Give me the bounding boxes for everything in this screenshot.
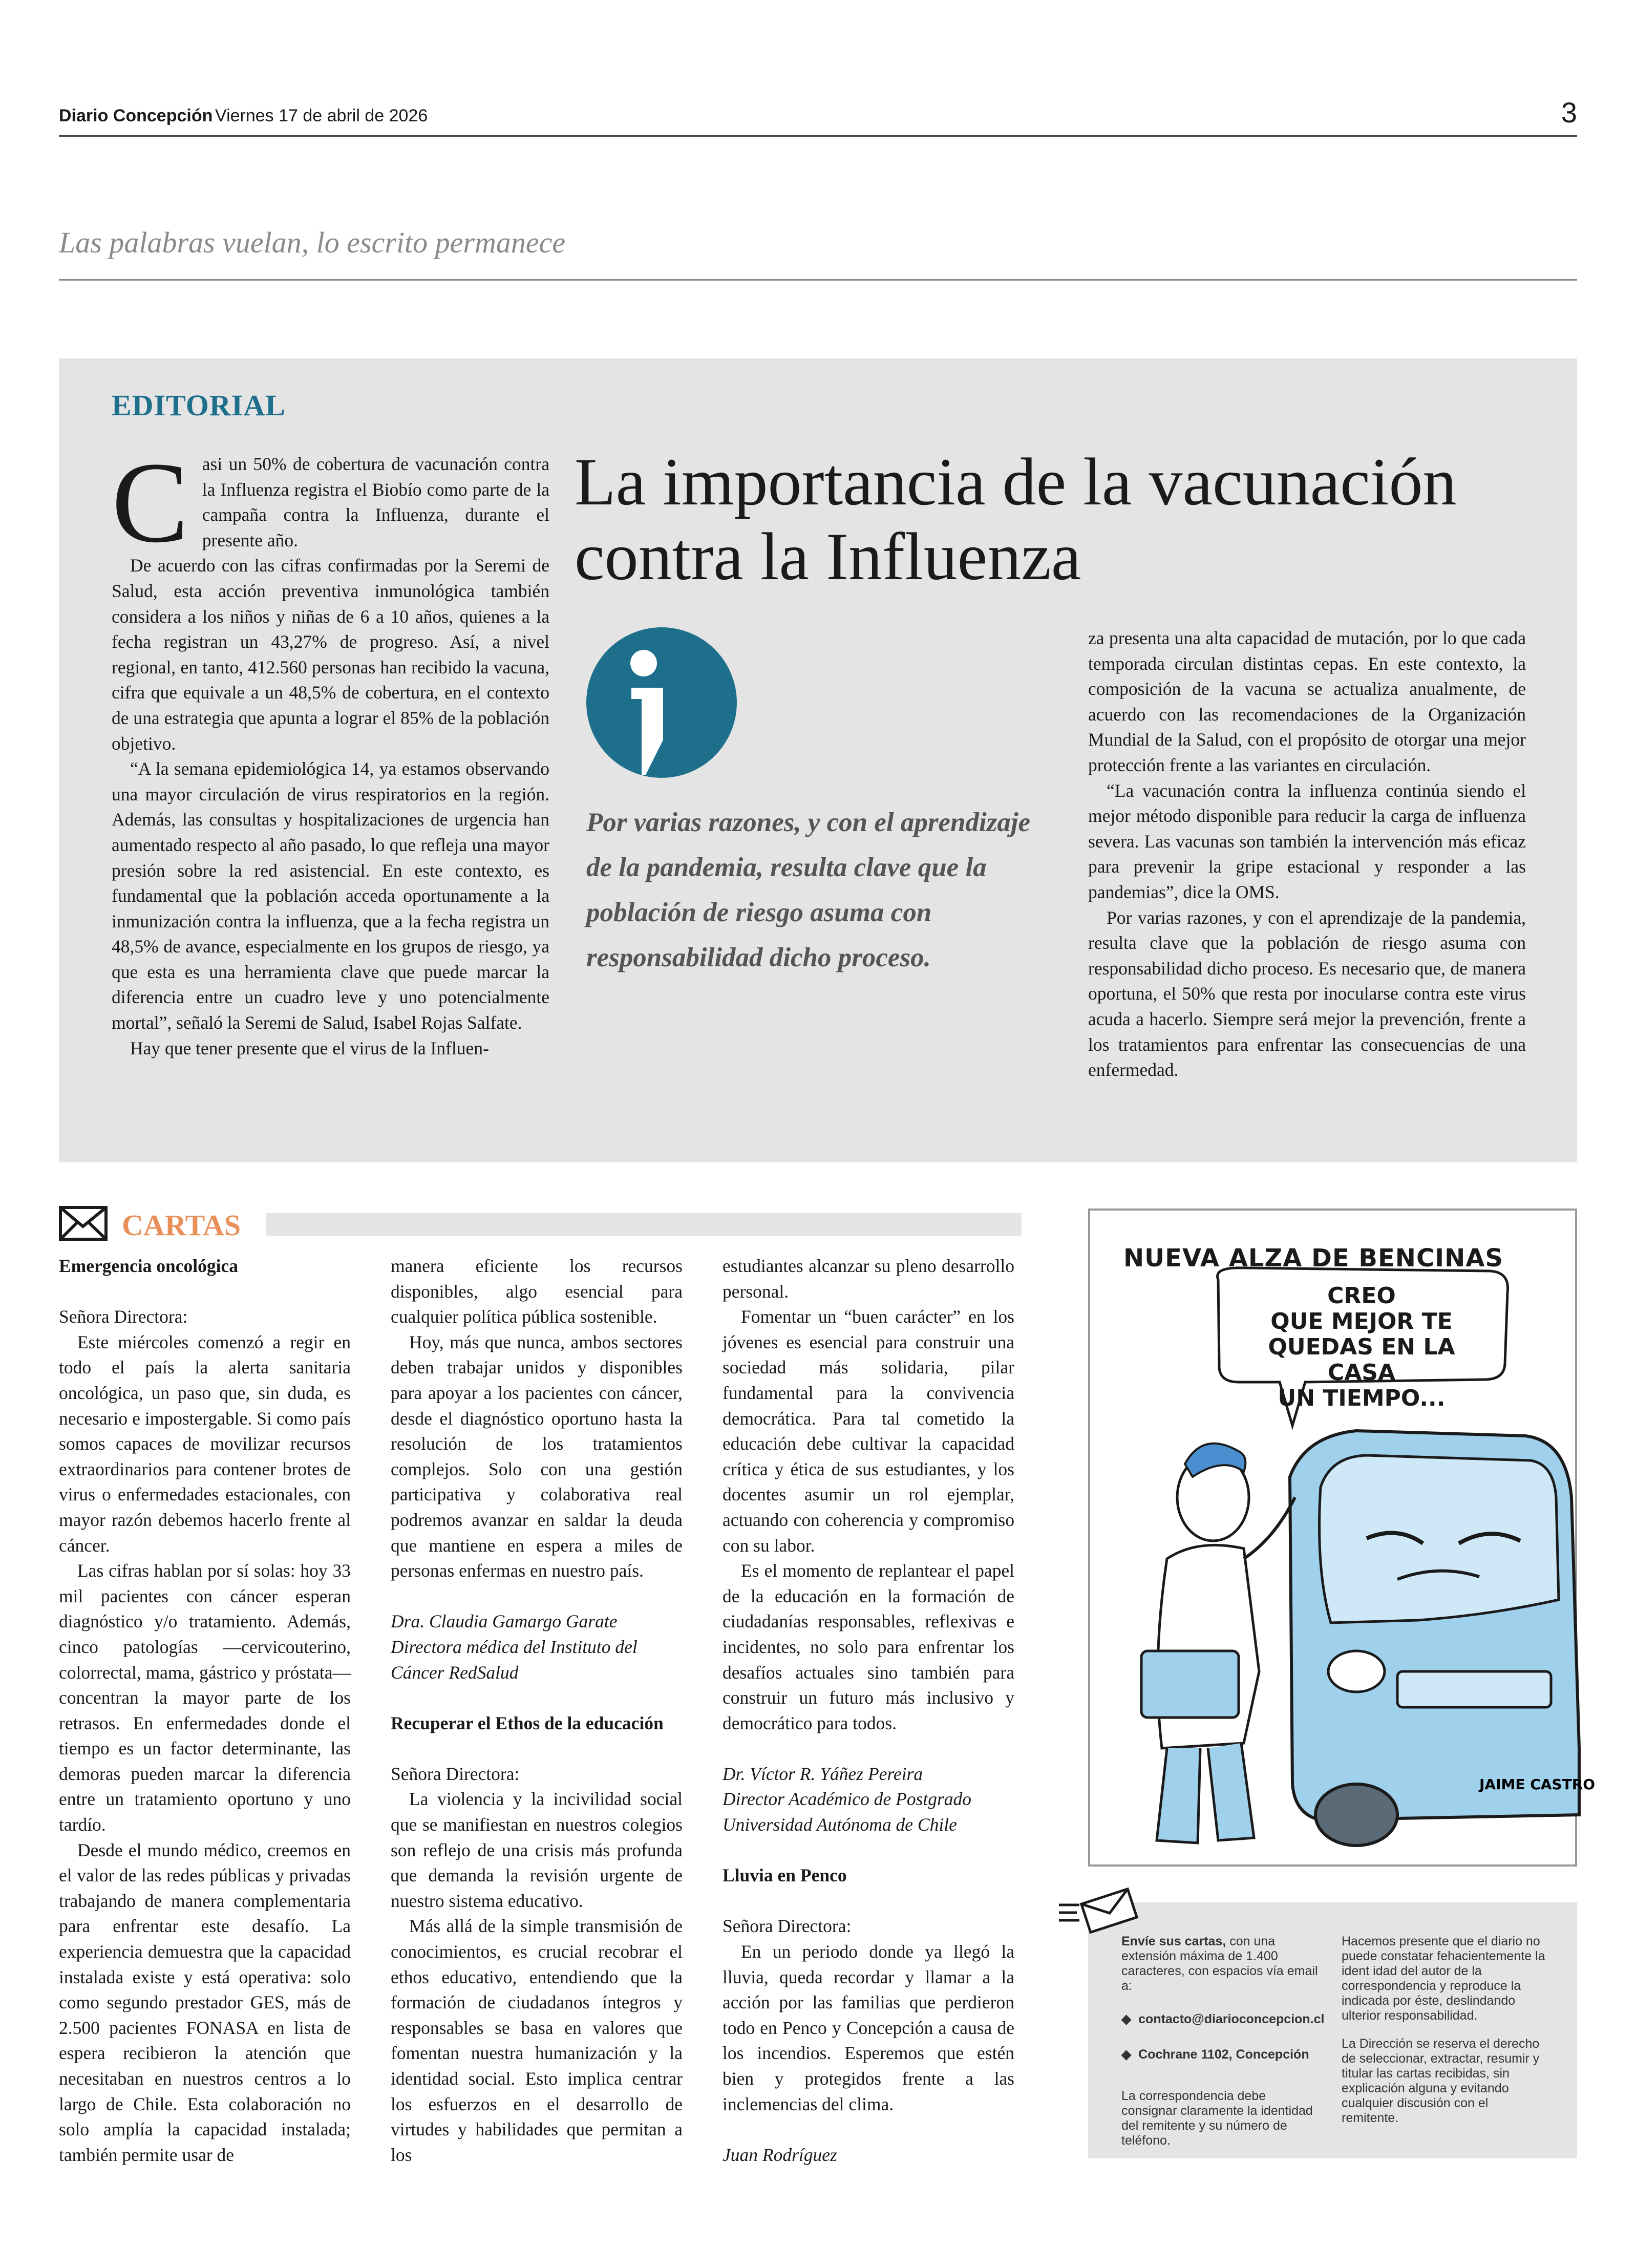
speech-line: QUE MEJOR TE — [1270, 1308, 1453, 1334]
issue-date: Viernes 17 de abril de 2026 — [215, 106, 428, 125]
letter-paragraph: Este miércoles comenzó a regir en todo el país la alerta sanitaria oncológica, un paso que, sin duda, es necesario e impostergable. Si como país somos capaces de movilizar recursos extraordinarios para contener brotes de virus o enfermedades estacionales, con mayor razón debemos hacerlo frente al cáncer. — [59, 1331, 351, 1556]
letter-paragraph: manera eficiente los recursos disponibles, algo esencial para cualquier política pública sostenible. — [391, 1256, 683, 1327]
letter-signature-name: Juan Rodríguez — [723, 2144, 837, 2165]
editorial-paragraph: “A la semana epidemiológica 14, ya estamos observando una mayor circulación de virus respiratorios en la región. Además, las consultas y hospitalizaciones de urgencia han aumentado respecto al año pasado, lo que refleja una mayor presión sobre la red asistencial. En este contexto, es fundamental que la población acceda oportunamente a la inmunización contra la influenza, que a la fecha registra un 48,5% de avance, especialmente en los grupos de riesgo, ya que esta es una herramienta clave que puede marcar la diferencia entre un cuadro leve y uno potencialmente mortal”, señaló la Seremi de Salud, Isabel Rojas Salfate. — [112, 758, 549, 1033]
page-header — [59, 96, 1577, 137]
editorial-label: EDITORIAL — [112, 389, 286, 422]
editorial-paragraph: Por varias razones, y con el aprendizaje de la pandemia, resulta clave que la población de riesgo asuma con responsabilidad dicho proceso. Es necesario que, de manera oportuna, el 50% que resta por inocularse contra este virus acuda a hacerlo. Siempre será mejor la prevención, frente a los tratamientos para enfrentar las consecuencias de una enfermedad. — [1088, 907, 1526, 1080]
letter-salutation: Señora Directora: — [723, 1916, 852, 1937]
letter-signature-name: Dr. Víctor R. Yáñez Pereira — [723, 1763, 923, 1784]
contact-email[interactable]: contacto@diarioconcepcion.cl — [1138, 2012, 1325, 2026]
letters-info-box — [1088, 1902, 1577, 2158]
editorial-paragraph: asi un 50% de cobertura de vacunación contra la Influenza registra el Biobío como parte de la campaña contra la Influenza, durante el presente año. — [202, 454, 549, 550]
bullet-icon: ◆ — [1121, 2047, 1132, 2062]
mail-icon — [1056, 1887, 1138, 1933]
speech-line: UN TIEMPO... — [1278, 1385, 1446, 1411]
letter-signature-name: Dra. Claudia Gamargo Garate — [391, 1611, 618, 1632]
newspaper-name: Diario Concepción — [59, 106, 213, 125]
letter-paragraph: Desde el mundo médico, creemos en el valor de las redes públicas y privadas trabajando de manera complementaria para enfrentar este desafío. La experiencia demuestra que la capacidad instalada existe y está operativa: solo como segundo prestador GES, más de 2.500 pacientes FONASA en lista de espera recibieron la atención que necesitaban en nuestros centros a lo largo de Chile. Esta colaboración no solo amplía la capacidad instalada; también permite usar de — [59, 1839, 351, 2165]
letter-paragraph: Hoy, más que nunca, ambos sectores deben trabajar unidos y disponibles para apoyar a los pacientes con cáncer, desde el diagnóstico oportuno hasta la resolución de los tratamientos complejos. Solo con una gestión participativa y colaborativa real podremos avanzar en saldar la deuda que mantiene en espera a miles de personas enfermas en nuestro país. — [391, 1331, 683, 1581]
editorial-paragraph: Hay que tener presente que el virus de la Influen- — [130, 1037, 489, 1058]
consignar-note: La correspondencia debe consignar claramente la identidad del remitente y su número de teléfono. — [1121, 2089, 1313, 2148]
letter-signature-role: Directora médica del Instituto del Cáncer RedSalud — [391, 1636, 638, 1683]
cartas-label: CARTAS — [122, 1209, 241, 1242]
contact-address: Cochrane 1102, Concepción — [1138, 2047, 1309, 2062]
letter-title: Recuperar el Ethos de la educación — [391, 1712, 664, 1733]
letter-paragraph: En un periodo donde ya llegó la lluvia, queda recordar y llamar a la acción por las familias que perdieron todo en Penco y Concepción a causa de los incendios. Esperemos que estén bien y protegidos frente a las inclemencias del clima. — [723, 1941, 1014, 2114]
send-instructions — [1121, 1934, 1321, 1994]
cartoon-artist-signature: JAIME CASTRO — [1479, 1776, 1596, 1793]
speech-line: QUEDAS EN LA CASA — [1268, 1334, 1455, 1386]
cartoon-speech — [1234, 1283, 1490, 1411]
editorial-column-3 — [1088, 626, 1526, 1083]
letter-paragraph: Fomentar un “buen carácter” en los jóvenes es esencial para construir una sociedad más solidaria, pilar fundamental para la convivencia democrática. Para tal cometido la educación debe cultivar la capacidad crítica y ética de sus estudiantes, y los docentes asumir un rol ejemplar, actuando con coherencia y compromiso con su labor. — [723, 1306, 1014, 1556]
editorial-paragraph: “La vacunación contra la influenza continúa siendo el mejor método disponible para reducir la carga de influenza severa. Las vacunas son también la intervención más eficaz para prevenir la gripe estacional y responder a las pandemias”, dice la OMS. — [1088, 780, 1526, 902]
bullet-icon: ◆ — [1121, 2012, 1132, 2026]
disclaimer-identity: Hacemos presente que el diario no puede constatar fehacientemente la ident idad del autor de la correspondencia y reproduce la indicada por éste, deslindando ulterior responsabilidad. — [1342, 1934, 1545, 2023]
editorial-pull-quote: Por varias razones, y con el aprendizaje de la pandemia, resulta clave que la población de riesgo asuma con responsabilidad dicho proceso. — [586, 808, 1031, 972]
info-column-send — [1121, 1934, 1325, 2148]
section-tagline — [59, 220, 1577, 281]
speech-line: CREO — [1327, 1283, 1396, 1309]
cartas-header — [59, 1206, 1022, 1242]
info-column-disclaimer — [1342, 1934, 1546, 2126]
cartas-divider-bar — [266, 1213, 1022, 1236]
editorial-paragraph: za presenta una alta capacidad de mutación, por lo que cada temporada circulan distintas cepas. En este contexto, la composición de la vacuna se actualiza anualmente, de acuerdo con las recomendaciones de la Organización Mundial de la Salud, con el propósito de otorgar una mejor protección frente a las variantes en circulación. — [1088, 628, 1526, 775]
editorial-cartoon — [1088, 1209, 1596, 1867]
send-rest: con una extensión máxima de 1.400 caracteres, con espacios vía email a: — [1121, 1934, 1318, 1993]
disclaimer-rights: La Dirección se reserva el derecho de seleccionar, extractar, resumir y titular las cartas recibidas, sin explicación alguna y evitando cualquier discusión con el remitente. — [1342, 2037, 1540, 2125]
editorial-paragraph: De acuerdo con las cifras confirmadas por la Seremi de Salud, esta acción preventiva inmunológica también considera a los niños y niñas de 6 a 10 años, quienes a la fecha registran un 43,27% de progreso. Así, a nivel regional, en tanto, 412.560 personas han recibido la vacuna, cifra que equivale a un 48,5% de cobertura, en el contexto de una estrategia que apunta a lograr el 85% de la población objetivo. — [112, 555, 549, 754]
info-icon — [586, 627, 737, 778]
letter-paragraph: Más allá de la simple transmisión de conocimientos, es crucial recobrar el ethos educativo, entendiendo que la formación de ciudadanos íntegros y responsables se basa en valores que fomentan nuestra humanización y la identidad social. Esto implica centrar los esfuerzos en el desarrollo de virtudes y habilidades que permitan a los — [391, 1916, 683, 2165]
letters-column-3 — [723, 1254, 1014, 2168]
letter-paragraph: Las cifras hablan por sí solas: hoy 33 mil pacientes con cáncer esperan diagnóstico y/o tratamiento. Además, cinco patologías —cervicouterino, colorrectal, mama, gástrico y próstata— concentran la mayor parte de los retrasos. En enfermedades donde el tiempo es un factor determinante, las demoras pueden marcar la diferencia entre un tratamiento oportuno y uno tardío. — [59, 1560, 351, 1835]
letters-column-1 — [59, 1254, 351, 2168]
letter-signature-role: Director Académico de Postgrado — [723, 1789, 972, 1810]
letter-signature-institution: Universidad Autónoma de Chile — [723, 1814, 957, 1835]
letter-title: Emergencia oncológica — [59, 1256, 238, 1276]
email-line — [1121, 2012, 1325, 2027]
letter-paragraph: La violencia y la incivilidad social que se manifiestan en nuestros colegios son reflejo de una crisis más profunda que demanda la revisión urgente de nuestro sistema educativo. — [391, 1789, 683, 1911]
editorial-column-1 — [112, 438, 549, 1061]
letter-salutation: Señora Directora: — [59, 1306, 188, 1327]
cartoon-headline: NUEVA ALZA DE BENCINAS — [1123, 1244, 1503, 1273]
editorial-title: La importancia de la vacunación contra la Influenza — [575, 444, 1457, 594]
envelope-icon — [59, 1206, 108, 1241]
letter-salutation: Señora Directora: — [391, 1763, 520, 1784]
letter-title: Lluvia en Penco — [723, 1865, 847, 1886]
letters-column-2 — [391, 1254, 683, 2168]
page-number: 3 — [1561, 96, 1577, 129]
drop-cap: C — [112, 438, 189, 566]
send-lead: Envíe sus cartas, — [1121, 1934, 1226, 1948]
letter-paragraph: Es el momento de replantear el papel de la educación en la formación de ciudadanías responsables, reflexivas e incidentes, no solo para enfrentar los desafíos actuales sino también para construir un futuro más inclusivo y democrático para todos. — [723, 1560, 1014, 1733]
tagline-text: Las palabras vuelan, lo escrito permanece — [59, 226, 566, 259]
address-line — [1121, 2047, 1321, 2062]
letter-paragraph: estudiantes alcanzar su pleno desarrollo personal. — [723, 1256, 1014, 1302]
